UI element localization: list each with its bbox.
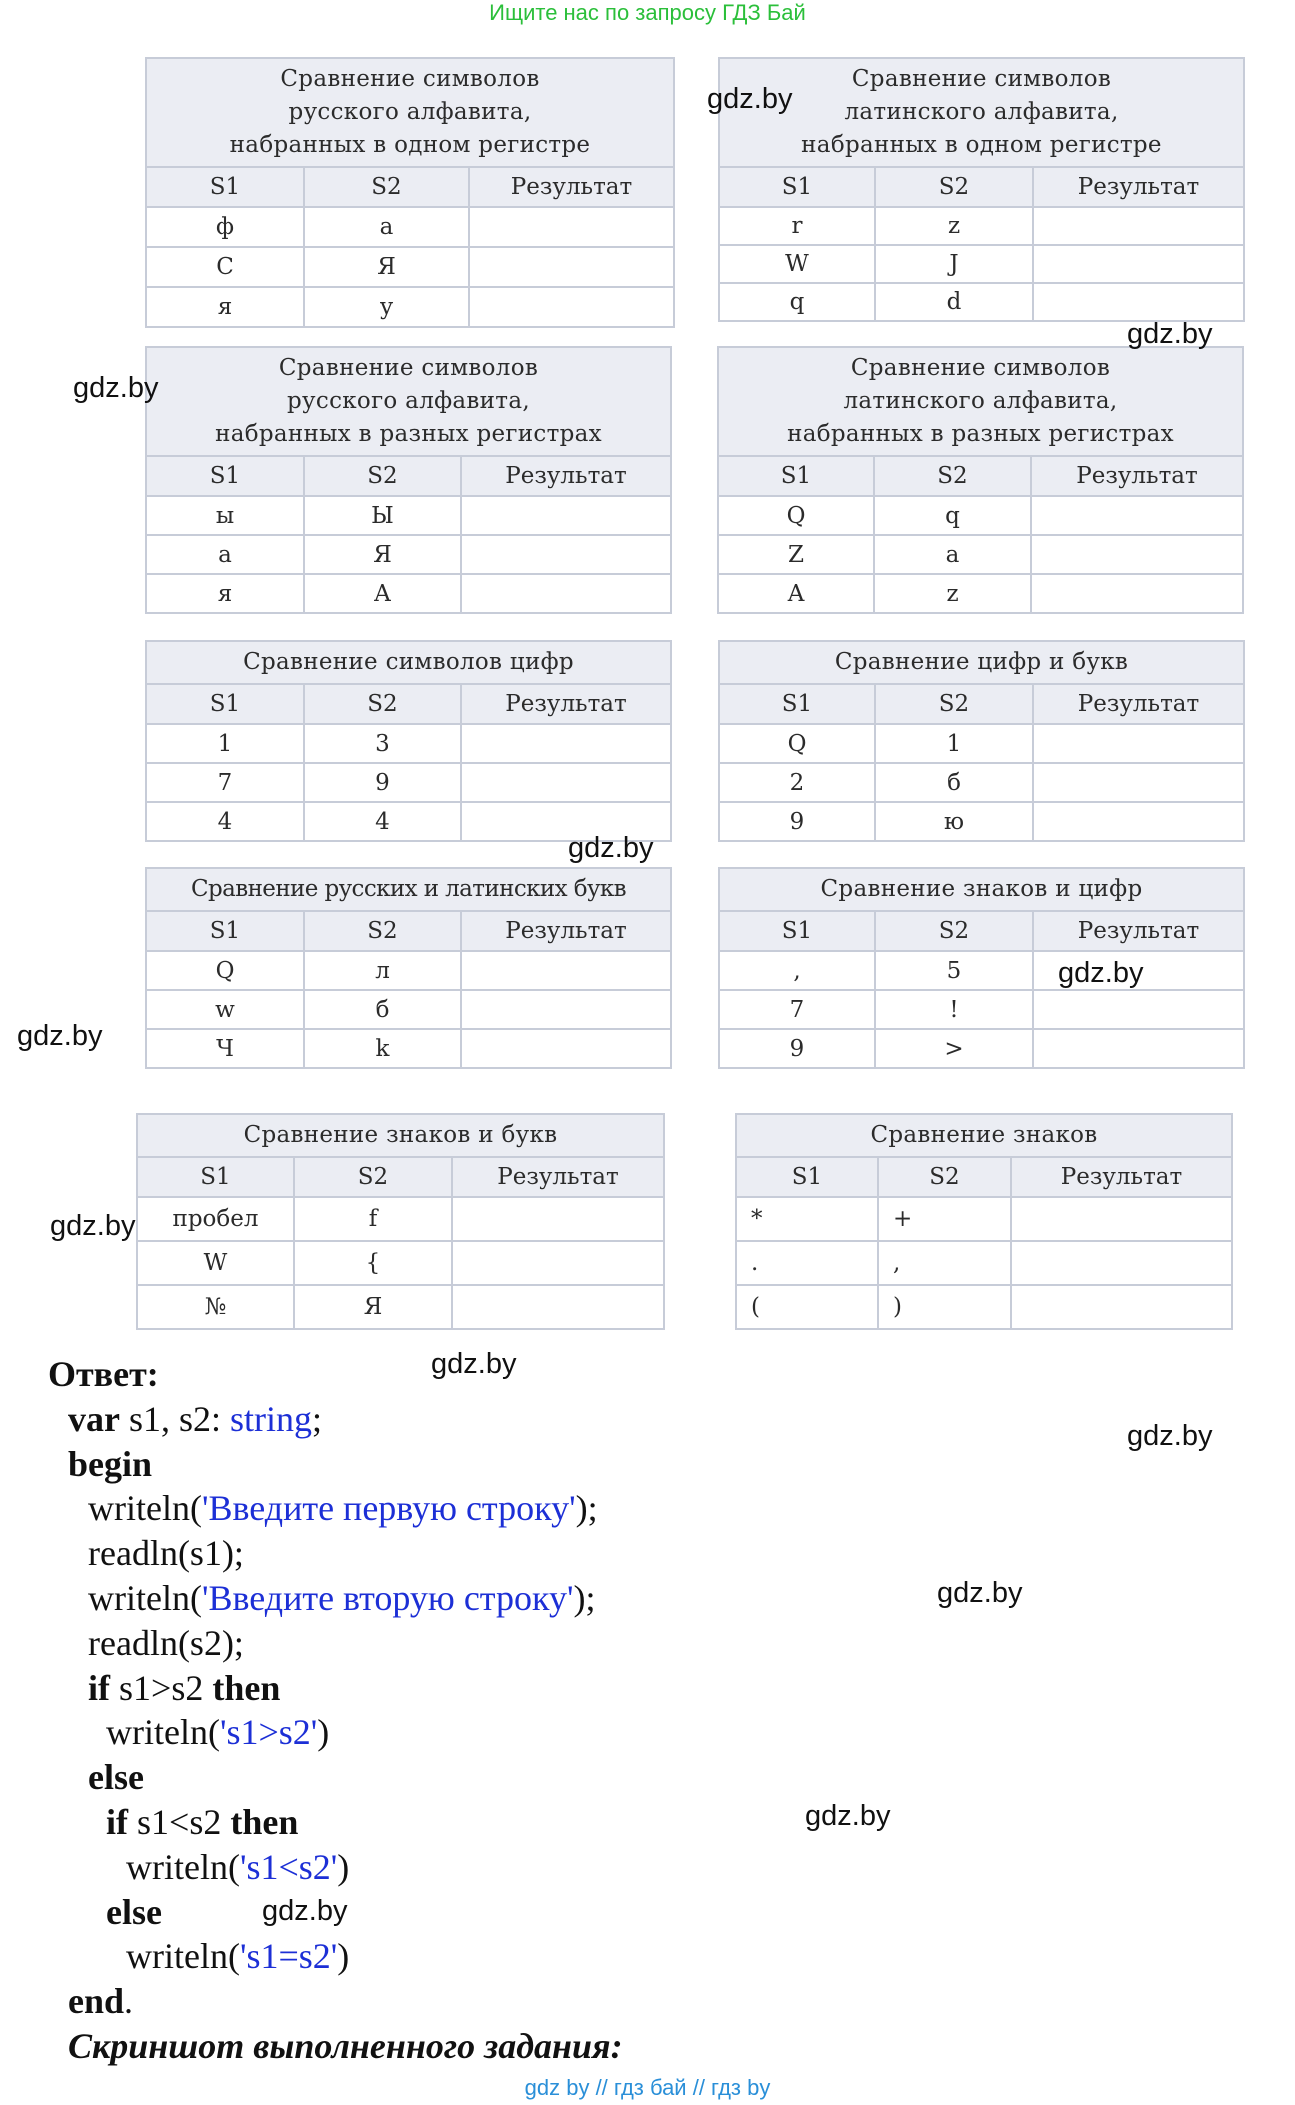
cell-result <box>1033 802 1244 841</box>
cell-result <box>1033 1029 1244 1068</box>
column-header-result: Результат <box>1033 684 1244 724</box>
top-banner: Ищите нас по запросу ГДЗ Бай <box>489 0 806 25</box>
column-header-s1: S1 <box>137 1157 294 1197</box>
comparison-table-signs-letters <box>136 1113 665 1330</box>
column-header-s1: S1 <box>718 456 874 496</box>
column-header-result: Результат <box>1011 1157 1232 1197</box>
column-header-s2: S2 <box>875 167 1033 207</box>
cell-s2: 3 <box>304 724 461 763</box>
cell-result <box>1011 1285 1232 1329</box>
table-caption: Сравнение цифр и букв <box>719 641 1244 684</box>
code-line: var s1, s2: string; <box>68 1398 323 1439</box>
column-header-result: Результат <box>469 167 674 207</box>
cell-result <box>1033 724 1244 763</box>
cell-s2: Я <box>304 247 469 287</box>
column-header-s1: S1 <box>146 456 304 496</box>
cell-s1: Ч <box>146 1029 304 1068</box>
table-row <box>719 951 1244 990</box>
cell-result <box>452 1241 664 1285</box>
cell-s2: > <box>875 1029 1033 1068</box>
column-header-s2: S2 <box>304 911 461 951</box>
cell-s2: ) <box>878 1285 1011 1329</box>
table-row <box>137 1197 664 1241</box>
column-header-s1: S1 <box>719 167 875 207</box>
column-header-s2: S2 <box>304 456 461 496</box>
column-header-s1: S1 <box>719 911 875 951</box>
cell-result <box>1033 990 1244 1029</box>
cell-s2: f <box>294 1197 452 1241</box>
column-header-s2: S2 <box>875 684 1033 724</box>
cell-s1: 2 <box>719 763 875 802</box>
comparison-table-signs-digits <box>718 867 1245 1069</box>
table-caption: Сравнение символов цифр <box>146 641 671 684</box>
column-header-s2: S2 <box>304 167 469 207</box>
cell-s2: , <box>878 1241 1011 1285</box>
cell-s2: а <box>304 207 469 247</box>
cell-s2: z <box>875 207 1033 245</box>
cell-s1: 7 <box>146 763 304 802</box>
cell-result <box>1033 763 1244 802</box>
watermark: gdz.by <box>50 1210 136 1242</box>
code-line: readln(s1); <box>88 1533 244 1574</box>
table-row <box>137 1285 664 1329</box>
answer-section <box>48 1352 1148 2069</box>
cell-s1: я <box>146 287 304 327</box>
cell-s1: A <box>718 574 874 613</box>
cell-s1: ф <box>146 207 304 247</box>
cell-s1: 4 <box>146 802 304 841</box>
comparison-table-russian-latin <box>145 867 672 1069</box>
cell-result <box>452 1197 664 1241</box>
cell-s1: 9 <box>719 802 875 841</box>
table-row <box>146 990 671 1029</box>
cell-result <box>469 247 674 287</box>
cell-result <box>1011 1241 1232 1285</box>
table-row <box>736 1197 1232 1241</box>
column-header-s1: S1 <box>719 684 875 724</box>
column-header-s2: S2 <box>874 456 1031 496</box>
cell-result <box>461 724 671 763</box>
cell-result <box>1033 207 1244 245</box>
cell-s2: б <box>304 990 461 1029</box>
cell-s2: Я <box>294 1285 452 1329</box>
cell-s1: . <box>736 1241 878 1285</box>
cell-result <box>461 574 671 613</box>
cell-result <box>461 951 671 990</box>
cell-s1: 1 <box>146 724 304 763</box>
cell-result <box>461 535 671 574</box>
comparison-table-russian-different-case <box>145 346 672 614</box>
cell-s1: пробел <box>137 1197 294 1241</box>
table-row <box>719 990 1244 1029</box>
cell-s1: С <box>146 247 304 287</box>
cell-result <box>1033 283 1244 321</box>
cell-s1: W <box>137 1241 294 1285</box>
cell-result <box>461 496 671 535</box>
cell-result <box>1031 574 1243 613</box>
cell-s2: 5 <box>875 951 1033 990</box>
watermark: gdz.by <box>1127 318 1213 350</box>
table-caption: Сравнение символов латинского алфавита, набранных в разных регистрах <box>718 347 1243 456</box>
cell-s1: w <box>146 990 304 1029</box>
cell-s2: ю <box>875 802 1033 841</box>
column-header-result: Результат <box>452 1157 664 1197</box>
cell-result <box>1011 1197 1232 1241</box>
cell-s1: , <box>719 951 875 990</box>
column-header-s2: S2 <box>304 684 461 724</box>
column-header-s2: S2 <box>878 1157 1011 1197</box>
column-header-result: Результат <box>461 911 671 951</box>
code-line: writeln('s1>s2') <box>106 1712 330 1753</box>
column-header-s1: S1 <box>146 684 304 724</box>
cell-s2: { <box>294 1241 452 1285</box>
cell-s1: W <box>719 245 875 283</box>
table-caption: Сравнение русских и латинских букв <box>146 868 671 911</box>
cell-result <box>452 1285 664 1329</box>
cell-s1: * <box>736 1197 878 1241</box>
cell-result <box>1031 496 1243 535</box>
cell-s1: а <box>146 535 304 574</box>
table-row <box>719 802 1244 841</box>
cell-result <box>469 207 674 247</box>
table-row <box>146 287 674 327</box>
table-row <box>146 535 671 574</box>
watermark: gdz.by <box>1058 957 1144 989</box>
column-header-result: Результат <box>1033 911 1244 951</box>
comparison-table-russian-same-case <box>145 57 675 328</box>
cell-s2: у <box>304 287 469 327</box>
table-row <box>718 574 1243 613</box>
table-row <box>719 245 1244 283</box>
cell-result <box>461 1029 671 1068</box>
cell-result <box>1033 245 1244 283</box>
code-line: writeln('Введите первую строку'); <box>88 1488 598 1529</box>
comparison-table-latin-same-case <box>718 57 1245 322</box>
cell-s1: ( <box>736 1285 878 1329</box>
code-line: writeln('s1<s2') <box>126 1846 350 1887</box>
column-header-result: Результат <box>1031 456 1243 496</box>
cell-s2: ! <box>875 990 1033 1029</box>
cell-s2: J <box>875 245 1033 283</box>
cell-s2: a <box>874 535 1031 574</box>
code-line: if s1<s2 then <box>106 1801 299 1842</box>
table-caption: Сравнение знаков и цифр <box>719 868 1244 911</box>
column-header-s2: S2 <box>875 911 1033 951</box>
table-row <box>719 763 1244 802</box>
table-row <box>146 951 671 990</box>
comparison-table-signs <box>735 1113 1233 1330</box>
footer: gdz by // гдз бай // гдз by <box>524 2075 771 2100</box>
cell-s2: q <box>874 496 1031 535</box>
watermark: gdz.by <box>568 832 654 864</box>
code-line: else <box>106 1891 162 1932</box>
code-line: end. <box>68 1981 134 2022</box>
comparison-table-digits-letters <box>718 640 1245 842</box>
table-row <box>736 1241 1232 1285</box>
table-row <box>146 496 671 535</box>
table-row <box>719 207 1244 245</box>
table-row <box>146 247 674 287</box>
column-header-result: Результат <box>461 684 671 724</box>
table-row <box>146 763 671 802</box>
table-caption: Сравнение знаков и букв <box>137 1114 664 1157</box>
cell-s2: z <box>874 574 1031 613</box>
column-header-s2: S2 <box>294 1157 452 1197</box>
cell-s1: Z <box>718 535 874 574</box>
comparison-table-digits <box>145 640 672 842</box>
watermark: gdz.by <box>73 372 159 404</box>
code-line: else <box>88 1757 144 1798</box>
cell-s1: Q <box>146 951 304 990</box>
comparison-table-latin-different-case <box>717 346 1244 614</box>
watermark: gdz.by <box>707 83 793 115</box>
cell-s1: q <box>719 283 875 321</box>
cell-s2: Ы <box>304 496 461 535</box>
cell-s1: Q <box>718 496 874 535</box>
cell-s1: Q <box>719 724 875 763</box>
cell-s1: 7 <box>719 990 875 1029</box>
cell-s2: + <box>878 1197 1011 1241</box>
cell-s2: А <box>304 574 461 613</box>
cell-s1: я <box>146 574 304 613</box>
watermark: gdz.by <box>431 1348 517 1380</box>
column-header-result: Результат <box>1033 167 1244 207</box>
table-row <box>137 1241 664 1285</box>
column-header-result: Результат <box>461 456 671 496</box>
table-caption: Сравнение символов русского алфавита, набранных в разных регистрах <box>146 347 671 456</box>
cell-result <box>461 763 671 802</box>
watermark: gdz.by <box>937 1577 1023 1609</box>
cell-s1: № <box>137 1285 294 1329</box>
code-line: writeln('s1=s2') <box>126 1936 350 1977</box>
table-row <box>146 724 671 763</box>
cell-s2: Я <box>304 535 461 574</box>
code-line: readln(s2); <box>88 1622 244 1663</box>
cell-result <box>469 287 674 327</box>
table-row <box>146 207 674 247</box>
table-row <box>146 574 671 613</box>
table-row <box>719 283 1244 321</box>
cell-s1: ы <box>146 496 304 535</box>
cell-s2: k <box>304 1029 461 1068</box>
code-line: writeln('Введите вторую строку'); <box>88 1577 596 1618</box>
table-caption: Сравнение знаков <box>736 1114 1232 1157</box>
cell-s1: r <box>719 207 875 245</box>
watermark: gdz.by <box>17 1020 103 1052</box>
cell-s1: 9 <box>719 1029 875 1068</box>
cell-result <box>1031 535 1243 574</box>
screenshot-label: Скриншот выполненного задания: <box>68 2025 623 2066</box>
cell-result <box>461 990 671 1029</box>
cell-s2: л <box>304 951 461 990</box>
watermark: gdz.by <box>262 1895 348 1927</box>
answer-label: Ответ: <box>48 1354 159 1394</box>
code-line: begin <box>68 1443 153 1484</box>
cell-s2: 4 <box>304 802 461 841</box>
cell-s2: 1 <box>875 724 1033 763</box>
watermark: gdz.by <box>805 1800 891 1832</box>
cell-s2: б <box>875 763 1033 802</box>
table-row <box>718 496 1243 535</box>
cell-s2: d <box>875 283 1033 321</box>
code-line: if s1>s2 then <box>88 1667 281 1708</box>
table-row <box>146 1029 671 1068</box>
table-row <box>718 535 1243 574</box>
table-caption: Сравнение символов русского алфавита, набранных в одном регистре <box>146 58 674 167</box>
column-header-s1: S1 <box>146 167 304 207</box>
table-caption: Сравнение символов латинского алфавита, набранных в одном регистре <box>719 58 1244 167</box>
watermark: gdz.by <box>1127 1420 1213 1452</box>
column-header-s1: S1 <box>736 1157 878 1197</box>
table-row <box>719 1029 1244 1068</box>
table-row <box>719 724 1244 763</box>
column-header-s1: S1 <box>146 911 304 951</box>
cell-s2: 9 <box>304 763 461 802</box>
table-row <box>736 1285 1232 1329</box>
